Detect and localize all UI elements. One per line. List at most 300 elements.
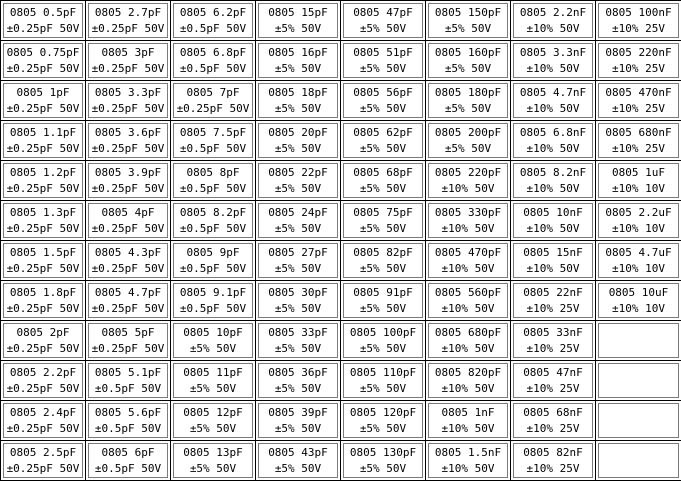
table-cell: [511, 361, 596, 401]
part-value: 0805 130pF: [349, 445, 417, 459]
part-value: 0805 16pF: [268, 45, 328, 59]
cell-box: [258, 3, 338, 38]
part-value: 0805 51pF: [353, 45, 413, 59]
cell-box: [598, 243, 679, 278]
table-cell: [171, 401, 256, 441]
cell-box: [513, 323, 593, 358]
part-value: 0805 2.4pF: [9, 405, 77, 419]
part-value: 0805 22pF: [268, 165, 328, 179]
part-value: 0805 18pF: [268, 85, 328, 99]
cell-box: [513, 243, 593, 278]
tolerance-voltage: ±0.5pF 50V: [179, 61, 247, 75]
table-cell: [86, 401, 171, 441]
part-value: 0805 9pF: [186, 245, 240, 259]
tolerance-voltage: ±0.25pF 50V: [6, 301, 80, 315]
cell-box: [598, 283, 679, 318]
table-cell: [426, 441, 511, 481]
tolerance-voltage: ±0.25pF 50V: [91, 181, 165, 195]
part-value: 0805 2.2pF: [9, 365, 77, 379]
table-cell: [511, 41, 596, 81]
table-cell: [341, 241, 426, 281]
cell-box: [3, 43, 83, 78]
cell-box: [3, 323, 83, 358]
cell-box: [258, 403, 338, 438]
cell-box: [428, 283, 508, 318]
cell-box: [343, 243, 423, 278]
part-value: 0805 1.2pF: [9, 165, 77, 179]
tolerance-voltage: ±0.25pF 50V: [6, 181, 80, 195]
table-cell: [341, 201, 426, 241]
table-cell: [171, 361, 256, 401]
tolerance-voltage: ±10% 50V: [441, 461, 495, 475]
tolerance-voltage: ±0.5pF 50V: [94, 461, 162, 475]
table-cell: [1, 1, 86, 41]
tolerance-voltage: ±0.5pF 50V: [94, 421, 162, 435]
part-value: 0805 5pF: [101, 325, 155, 339]
cell-box: [173, 283, 253, 318]
cell-box: [428, 363, 508, 398]
part-value: 0805 2.7pF: [94, 5, 162, 19]
part-value: 0805 3.9pF: [94, 165, 162, 179]
table-cell: [511, 241, 596, 281]
part-value: 0805 3.3nF: [519, 45, 587, 59]
table-cell: [86, 361, 171, 401]
cell-box: [173, 203, 253, 238]
table-cell: [256, 441, 341, 481]
table-cell: [596, 161, 681, 201]
cell-box: [258, 203, 338, 238]
tolerance-voltage: ±5% 50V: [274, 101, 322, 115]
table-cell: [171, 321, 256, 361]
tolerance-voltage: ±5% 50V: [359, 381, 407, 395]
tolerance-voltage: ±0.5pF 50V: [179, 301, 247, 315]
cell-box: [513, 83, 593, 118]
tolerance-voltage: ±10% 50V: [526, 141, 580, 155]
tolerance-voltage: ±5% 50V: [189, 341, 237, 355]
part-value: 0805 100pF: [349, 325, 417, 339]
table-cell: [426, 1, 511, 41]
table-cell: [171, 201, 256, 241]
cell-box: [3, 403, 83, 438]
tolerance-voltage: ±10% 50V: [441, 421, 495, 435]
tolerance-voltage: ±0.5pF 50V: [94, 381, 162, 395]
part-value: 0805 4.7pF: [94, 285, 162, 299]
table-cell: [341, 161, 426, 201]
tolerance-voltage: ±0.5pF 50V: [179, 261, 247, 275]
cell-box: [343, 323, 423, 358]
cell-box: [3, 203, 83, 238]
cell-box: [343, 283, 423, 318]
tolerance-voltage: ±0.25pF 50V: [91, 141, 165, 155]
table-cell: [256, 201, 341, 241]
tolerance-voltage: ±5% 50V: [274, 141, 322, 155]
cell-box: [88, 283, 168, 318]
part-value: 0805 1.8pF: [9, 285, 77, 299]
part-value: 0805 4.7nF: [519, 85, 587, 99]
cell-box: [88, 123, 168, 158]
cell-box: [513, 163, 593, 198]
table-cell: [256, 81, 341, 121]
tolerance-voltage: ±5% 50V: [359, 21, 407, 35]
part-value: 0805 12pF: [183, 405, 243, 419]
cell-box: [343, 363, 423, 398]
cell-box: [513, 203, 593, 238]
part-value: 0805 2pF: [16, 325, 70, 339]
part-value: 0805 6pF: [101, 445, 155, 459]
cell-box: [258, 163, 338, 198]
part-value: 0805 200pF: [434, 125, 502, 139]
table-cell: [86, 281, 171, 321]
cell-box: [88, 83, 168, 118]
cell-box: [88, 3, 168, 38]
cell-box: [173, 43, 253, 78]
cell-box: [173, 443, 253, 478]
table-cell: [596, 241, 681, 281]
part-value: 0805 75pF: [353, 205, 413, 219]
empty-cell: [596, 441, 681, 481]
tolerance-voltage: ±5% 50V: [444, 101, 492, 115]
tolerance-voltage: ±0.25pF 50V: [91, 261, 165, 275]
part-value: 0805 82nF: [523, 445, 583, 459]
part-value: 0805 220nF: [605, 45, 672, 59]
tolerance-voltage: ±5% 50V: [359, 301, 407, 315]
tolerance-voltage: ±0.25pF 50V: [91, 301, 165, 315]
table-cell: [1, 81, 86, 121]
cell-box: [343, 83, 423, 118]
table-cell: [86, 41, 171, 81]
part-value: 0805 36pF: [268, 365, 328, 379]
table-cell: [426, 41, 511, 81]
cell-box: [3, 283, 83, 318]
table-cell: [256, 41, 341, 81]
tolerance-voltage: ±5% 50V: [359, 341, 407, 355]
part-value: 0805 1.3pF: [9, 205, 77, 219]
tolerance-voltage: ±10% 25V: [612, 101, 665, 115]
tolerance-voltage: ±10% 25V: [526, 301, 580, 315]
tolerance-voltage: ±5% 50V: [444, 61, 492, 75]
tolerance-voltage: ±5% 50V: [274, 21, 322, 35]
part-value: 0805 47nF: [523, 365, 583, 379]
cell-box: [343, 163, 423, 198]
table-cell: [86, 81, 171, 121]
part-value: 0805 6.8nF: [519, 125, 587, 139]
part-value: 0805 24pF: [268, 205, 328, 219]
part-value: 0805 68pF: [353, 165, 413, 179]
cell-box: [343, 43, 423, 78]
table-cell: [86, 201, 171, 241]
table-cell: [171, 1, 256, 41]
table-cell: [596, 81, 681, 121]
tolerance-voltage: ±0.25pF 50V: [91, 101, 165, 115]
cell-box: [513, 123, 593, 158]
part-value: 0805 8.2pF: [179, 205, 247, 219]
part-value: 0805 68nF: [523, 405, 583, 419]
table-cell: [1, 41, 86, 81]
table-cell: [511, 161, 596, 201]
cell-box: [3, 443, 83, 478]
part-value: 0805 27pF: [268, 245, 328, 259]
table-cell: [511, 321, 596, 361]
tolerance-voltage: ±10% 25V: [612, 21, 665, 35]
part-value: 0805 1.5pF: [9, 245, 77, 259]
part-value: 0805 4.7uF: [605, 245, 672, 259]
tolerance-voltage: ±10% 25V: [526, 421, 580, 435]
part-value: 0805 3.3pF: [94, 85, 162, 99]
cell-box: [88, 323, 168, 358]
part-value: 0805 5.6pF: [94, 405, 162, 419]
table-cell: [1, 121, 86, 161]
part-value: 0805 33pF: [268, 325, 328, 339]
tolerance-voltage: ±0.5pF 50V: [179, 181, 247, 195]
table-cell: [511, 1, 596, 41]
tolerance-voltage: ±10% 10V: [612, 181, 665, 195]
table-cell: [511, 281, 596, 321]
part-value: 0805 5.1pF: [94, 365, 162, 379]
tolerance-voltage: ±0.5pF 50V: [179, 21, 247, 35]
part-value: 0805 150pF: [434, 5, 502, 19]
table-cell: [1, 361, 86, 401]
tolerance-voltage: ±10% 25V: [526, 381, 580, 395]
cell-box: [598, 403, 679, 438]
cell-box: [258, 43, 338, 78]
table-cell: [426, 241, 511, 281]
tolerance-voltage: ±5% 50V: [189, 381, 237, 395]
tolerance-voltage: ±5% 50V: [274, 381, 322, 395]
cell-box: [258, 283, 338, 318]
part-value: 0805 560pF: [434, 285, 502, 299]
table-cell: [341, 81, 426, 121]
table-cell: [256, 401, 341, 441]
cell-box: [173, 363, 253, 398]
table-cell: [171, 281, 256, 321]
table-cell: [1, 241, 86, 281]
cell-box: [598, 323, 679, 358]
table-cell: [596, 41, 681, 81]
table-cell: [426, 401, 511, 441]
table-cell: [1, 201, 86, 241]
part-value: 0805 1.5nF: [434, 445, 502, 459]
tolerance-voltage: ±0.5pF 50V: [179, 141, 247, 155]
cell-box: [343, 123, 423, 158]
cell-box: [428, 123, 508, 158]
cell-box: [343, 203, 423, 238]
cell-box: [598, 83, 679, 118]
table-cell: [426, 321, 511, 361]
table-cell: [426, 281, 511, 321]
table-cell: [426, 81, 511, 121]
part-value: 0805 33nF: [523, 325, 583, 339]
tolerance-voltage: ±0.25pF 50V: [6, 421, 80, 435]
tolerance-voltage: ±5% 50V: [274, 181, 322, 195]
table-cell: [1, 441, 86, 481]
tolerance-voltage: ±5% 50V: [274, 341, 322, 355]
tolerance-voltage: ±5% 50V: [359, 141, 407, 155]
part-value: 0805 82pF: [353, 245, 413, 259]
cell-box: [428, 83, 508, 118]
cell-box: [3, 83, 83, 118]
part-value: 0805 220pF: [434, 165, 502, 179]
tolerance-voltage: ±5% 50V: [359, 61, 407, 75]
table-cell: [596, 201, 681, 241]
cell-box: [343, 443, 423, 478]
part-value: 0805 3.6pF: [94, 125, 162, 139]
cell-box: [428, 163, 508, 198]
table-cell: [171, 441, 256, 481]
part-value: 0805 62pF: [353, 125, 413, 139]
table-cell: [341, 121, 426, 161]
tolerance-voltage: ±10% 50V: [526, 261, 580, 275]
table-cell: [511, 121, 596, 161]
table-cell: [341, 1, 426, 41]
part-value: 0805 470nF: [605, 85, 672, 99]
table-cell: [171, 121, 256, 161]
part-value: 0805 30pF: [268, 285, 328, 299]
cell-box: [343, 403, 423, 438]
table-cell: [341, 281, 426, 321]
table-cell: [1, 321, 86, 361]
table-cell: [511, 81, 596, 121]
cell-box: [258, 323, 338, 358]
cell-box: [513, 283, 593, 318]
part-value: 0805 680nF: [605, 125, 672, 139]
part-value: 0805 680pF: [434, 325, 502, 339]
tolerance-voltage: ±10% 50V: [526, 61, 580, 75]
part-value: 0805 91pF: [353, 285, 413, 299]
tolerance-voltage: ±0.25pF 50V: [6, 341, 80, 355]
cell-box: [428, 443, 508, 478]
part-value: 0805 4pF: [101, 205, 155, 219]
part-value: 0805 1nF: [441, 405, 495, 419]
table-cell: [511, 201, 596, 241]
table-cell: [511, 401, 596, 441]
part-value: 0805 120pF: [349, 405, 417, 419]
tolerance-voltage: ±0.25pF 50V: [6, 101, 80, 115]
cell-box: [173, 323, 253, 358]
table-cell: [256, 161, 341, 201]
tolerance-voltage: ±0.25pF 50V: [6, 21, 80, 35]
part-value: 0805 8pF: [186, 165, 240, 179]
tolerance-voltage: ±5% 50V: [444, 21, 492, 35]
table-cell: [426, 161, 511, 201]
table-cell: [171, 41, 256, 81]
table-cell: [256, 281, 341, 321]
cell-box: [173, 403, 253, 438]
tolerance-voltage: ±10% 50V: [526, 221, 580, 235]
cell-box: [88, 443, 168, 478]
cell-box: [428, 323, 508, 358]
table-cell: [596, 121, 681, 161]
cell-box: [3, 123, 83, 158]
part-value: 0805 10pF: [183, 325, 243, 339]
tolerance-voltage: ±0.25pF 50V: [91, 221, 165, 235]
part-value: 0805 11pF: [183, 365, 243, 379]
part-value: 0805 6.8pF: [179, 45, 247, 59]
table-cell: [171, 161, 256, 201]
part-value: 0805 3pF: [101, 45, 155, 59]
table-cell: [171, 81, 256, 121]
tolerance-voltage: ±10% 50V: [441, 301, 495, 315]
tolerance-voltage: ±0.25pF 50V: [6, 141, 80, 155]
tolerance-voltage: ±5% 50V: [359, 421, 407, 435]
tolerance-voltage: ±10% 10V: [612, 261, 665, 275]
part-value: 0805 1uF: [612, 165, 665, 179]
table-cell: [256, 321, 341, 361]
tolerance-voltage: ±5% 50V: [359, 181, 407, 195]
cell-box: [258, 123, 338, 158]
cell-box: [173, 123, 253, 158]
tolerance-voltage: ±5% 50V: [274, 421, 322, 435]
table-cell: [1, 161, 86, 201]
cell-box: [88, 363, 168, 398]
cell-box: [513, 3, 593, 38]
tolerance-voltage: ±5% 50V: [274, 261, 322, 275]
table-cell: [86, 441, 171, 481]
cell-box: [428, 243, 508, 278]
part-value: 0805 100nF: [605, 5, 672, 19]
cell-box: [88, 243, 168, 278]
cell-box: [258, 363, 338, 398]
tolerance-voltage: ±5% 50V: [444, 141, 492, 155]
part-value: 0805 8.2nF: [519, 165, 587, 179]
tolerance-voltage: ±10% 50V: [441, 381, 495, 395]
part-value: 0805 0.75pF: [6, 45, 80, 59]
tolerance-voltage: ±10% 25V: [612, 141, 665, 155]
table-cell: [171, 241, 256, 281]
cell-box: [88, 203, 168, 238]
part-value: 0805 180pF: [434, 85, 502, 99]
part-value: 0805 110pF: [349, 365, 417, 379]
table-cell: [86, 121, 171, 161]
tolerance-voltage: ±5% 50V: [189, 461, 237, 475]
tolerance-voltage: ±10% 50V: [526, 21, 580, 35]
part-value: 0805 9.1pF: [179, 285, 247, 299]
tolerance-voltage: ±10% 50V: [441, 261, 495, 275]
table-cell: [596, 281, 681, 321]
cell-box: [513, 403, 593, 438]
table-cell: [1, 281, 86, 321]
tolerance-voltage: ±0.25pF 50V: [6, 461, 80, 475]
part-value: 0805 6.2pF: [179, 5, 247, 19]
empty-cell: [596, 321, 681, 361]
tolerance-voltage: ±5% 50V: [274, 61, 322, 75]
tolerance-voltage: ±5% 50V: [189, 421, 237, 435]
table-cell: [86, 241, 171, 281]
cell-box: [598, 3, 679, 38]
cell-box: [598, 163, 679, 198]
table-cell: [341, 441, 426, 481]
part-value: 0805 22nF: [523, 285, 583, 299]
cell-box: [173, 163, 253, 198]
tolerance-voltage: ±0.25pF 50V: [91, 341, 165, 355]
cell-box: [513, 363, 593, 398]
part-value: 0805 2.2uF: [605, 205, 672, 219]
table-cell: [1, 401, 86, 441]
cell-box: [173, 83, 253, 118]
part-value: 0805 4.3pF: [94, 245, 162, 259]
cell-box: [343, 3, 423, 38]
tolerance-voltage: ±10% 25V: [526, 341, 580, 355]
part-value: 0805 2.5pF: [9, 445, 77, 459]
tolerance-voltage: ±5% 50V: [359, 261, 407, 275]
tolerance-voltage: ±5% 50V: [359, 101, 407, 115]
part-value: 0805 160pF: [434, 45, 502, 59]
tolerance-voltage: ±5% 50V: [359, 461, 407, 475]
tolerance-voltage: ±5% 50V: [274, 221, 322, 235]
tolerance-voltage: ±10% 50V: [441, 221, 495, 235]
part-value: 0805 10nF: [523, 205, 583, 219]
tolerance-voltage: ±10% 10V: [612, 221, 665, 235]
tolerance-voltage: ±10% 25V: [526, 461, 580, 475]
